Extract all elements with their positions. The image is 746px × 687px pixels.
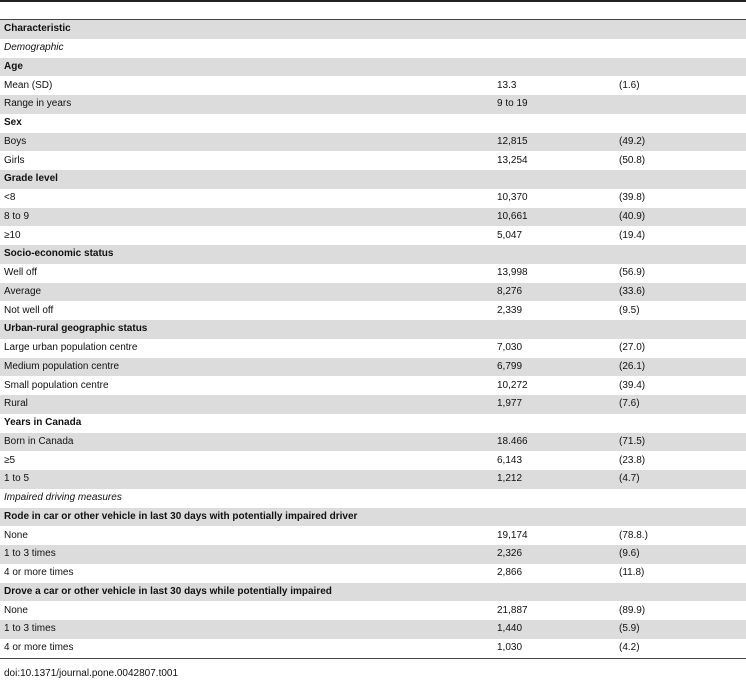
row-label: Grade level xyxy=(0,170,491,189)
row-percent: (39.8) xyxy=(619,189,746,208)
table-row xyxy=(0,433,746,452)
table-row xyxy=(0,264,746,283)
row-label: 8 to 9 xyxy=(0,208,491,227)
row-value: 2,326 xyxy=(491,545,619,564)
row-value: 18.466 xyxy=(491,433,619,452)
row-percent xyxy=(619,508,746,527)
row-value: 13,254 xyxy=(491,151,619,170)
row-percent: (23.8) xyxy=(619,451,746,470)
group-header-row xyxy=(0,489,746,508)
table-header-row xyxy=(0,20,746,39)
row-value: 13,998 xyxy=(491,264,619,283)
row-value: 21,887 xyxy=(491,601,619,620)
row-label: Age xyxy=(0,58,491,77)
row-percent: (33.6) xyxy=(619,283,746,302)
row-value xyxy=(491,320,619,339)
row-percent: (9.5) xyxy=(619,301,746,320)
table-row xyxy=(0,601,746,620)
row-value xyxy=(491,58,619,77)
row-percent: (9.6) xyxy=(619,545,746,564)
row-label: Urban-rural geographic status xyxy=(0,320,491,339)
row-percent: (27.0) xyxy=(619,339,746,358)
row-percent: (39.4) xyxy=(619,376,746,395)
table-row xyxy=(0,189,746,208)
row-value: 13.3 xyxy=(491,76,619,95)
table-row xyxy=(0,208,746,227)
row-value xyxy=(491,170,619,189)
section-header-row xyxy=(0,170,746,189)
row-value: 6,143 xyxy=(491,451,619,470)
row-percent xyxy=(619,39,746,58)
row-label: Average xyxy=(0,283,491,302)
row-label: Born in Canada xyxy=(0,433,491,452)
table-row xyxy=(0,526,746,545)
row-percent: (11.8) xyxy=(619,564,746,583)
table-row xyxy=(0,545,746,564)
row-percent: (49.2) xyxy=(619,133,746,152)
table-row xyxy=(0,395,746,414)
section-header-row xyxy=(0,583,746,602)
column-header-characteristic: Characteristic xyxy=(0,20,491,39)
row-label: Girls xyxy=(0,151,491,170)
table-row xyxy=(0,151,746,170)
row-percent: (4.2) xyxy=(619,639,746,658)
row-value xyxy=(491,489,619,508)
row-value: 10,272 xyxy=(491,376,619,395)
table-row xyxy=(0,376,746,395)
row-value: 1,212 xyxy=(491,470,619,489)
row-value: 10,661 xyxy=(491,208,619,227)
row-value: 7,030 xyxy=(491,339,619,358)
row-percent: (26.1) xyxy=(619,358,746,377)
row-percent xyxy=(619,114,746,133)
row-label: Not well off xyxy=(0,301,491,320)
row-value xyxy=(491,114,619,133)
row-label: 1 to 3 times xyxy=(0,545,491,564)
row-value xyxy=(491,508,619,527)
row-value: 5,047 xyxy=(491,226,619,245)
row-percent xyxy=(619,414,746,433)
row-label: Demographic xyxy=(0,39,491,58)
row-percent: (7.6) xyxy=(619,395,746,414)
row-label: Rural xyxy=(0,395,491,414)
table-row xyxy=(0,639,746,658)
row-percent: (1.6) xyxy=(619,76,746,95)
row-value xyxy=(491,245,619,264)
row-value xyxy=(491,414,619,433)
row-value: 1,440 xyxy=(491,620,619,639)
row-label: 1 to 5 xyxy=(0,470,491,489)
section-header-row xyxy=(0,508,746,527)
row-percent: (19.4) xyxy=(619,226,746,245)
row-label: Small population centre xyxy=(0,376,491,395)
row-value: 1,977 xyxy=(491,395,619,414)
row-value: 12,815 xyxy=(491,133,619,152)
row-label: 4 or more times xyxy=(0,639,491,658)
row-percent xyxy=(619,583,746,602)
row-label: None xyxy=(0,601,491,620)
row-label: <8 xyxy=(0,189,491,208)
row-label: Mean (SD) xyxy=(0,76,491,95)
section-header-row xyxy=(0,414,746,433)
row-percent: (71.5) xyxy=(619,433,746,452)
group-header-row xyxy=(0,39,746,58)
row-label: ≥10 xyxy=(0,226,491,245)
row-value: 6,799 xyxy=(491,358,619,377)
row-percent: (50.8) xyxy=(619,151,746,170)
row-value: 2,866 xyxy=(491,564,619,583)
section-header-row xyxy=(0,245,746,264)
table-row xyxy=(0,451,746,470)
section-header-row xyxy=(0,58,746,77)
row-value: 19,174 xyxy=(491,526,619,545)
table-row xyxy=(0,470,746,489)
row-label: Socio-economic status xyxy=(0,245,491,264)
table-row xyxy=(0,301,746,320)
row-label: Large urban population centre xyxy=(0,339,491,358)
section-header-row xyxy=(0,320,746,339)
row-percent: (5.9) xyxy=(619,620,746,639)
table-doi: doi:10.1371/journal.pone.0042807.t001 xyxy=(4,667,179,679)
row-value: 8,276 xyxy=(491,283,619,302)
row-percent: (89.9) xyxy=(619,601,746,620)
table-row xyxy=(0,339,746,358)
row-label: ≥5 xyxy=(0,451,491,470)
row-label: 4 or more times xyxy=(0,564,491,583)
row-label: Impaired driving measures xyxy=(0,489,491,508)
row-value: 2,339 xyxy=(491,301,619,320)
row-percent: (40.9) xyxy=(619,208,746,227)
row-label: Drove a car or other vehicle in last 30 days while potentially impaired xyxy=(0,583,491,602)
table-row xyxy=(0,564,746,583)
table-row xyxy=(0,226,746,245)
row-label: Boys xyxy=(0,133,491,152)
row-percent: (56.9) xyxy=(619,264,746,283)
row-label: Years in Canada xyxy=(0,414,491,433)
section-header-row xyxy=(0,114,746,133)
row-percent xyxy=(619,58,746,77)
row-percent: (4.7) xyxy=(619,470,746,489)
table-row xyxy=(0,133,746,152)
row-percent: (78.8.) xyxy=(619,526,746,545)
characteristics-table xyxy=(0,20,746,658)
row-label: Range in years xyxy=(0,95,491,114)
row-label: Sex xyxy=(0,114,491,133)
row-percent xyxy=(619,95,746,114)
row-label: 1 to 3 times xyxy=(0,620,491,639)
table-row xyxy=(0,283,746,302)
row-value: 10,370 xyxy=(491,189,619,208)
row-percent xyxy=(619,320,746,339)
row-value xyxy=(491,39,619,58)
row-label: None xyxy=(0,526,491,545)
row-percent xyxy=(619,170,746,189)
row-value xyxy=(491,583,619,602)
table-row xyxy=(0,95,746,114)
row-percent xyxy=(619,489,746,508)
row-label: Rode in car or other vehicle in last 30 days with potentially impaired driver xyxy=(0,508,491,527)
row-label: Well off xyxy=(0,264,491,283)
row-value: 1,030 xyxy=(491,639,619,658)
row-label: Medium population centre xyxy=(0,358,491,377)
row-value: 9 to 19 xyxy=(491,95,619,114)
row-percent xyxy=(619,245,746,264)
table-row xyxy=(0,358,746,377)
table-row xyxy=(0,620,746,639)
table-row xyxy=(0,76,746,95)
